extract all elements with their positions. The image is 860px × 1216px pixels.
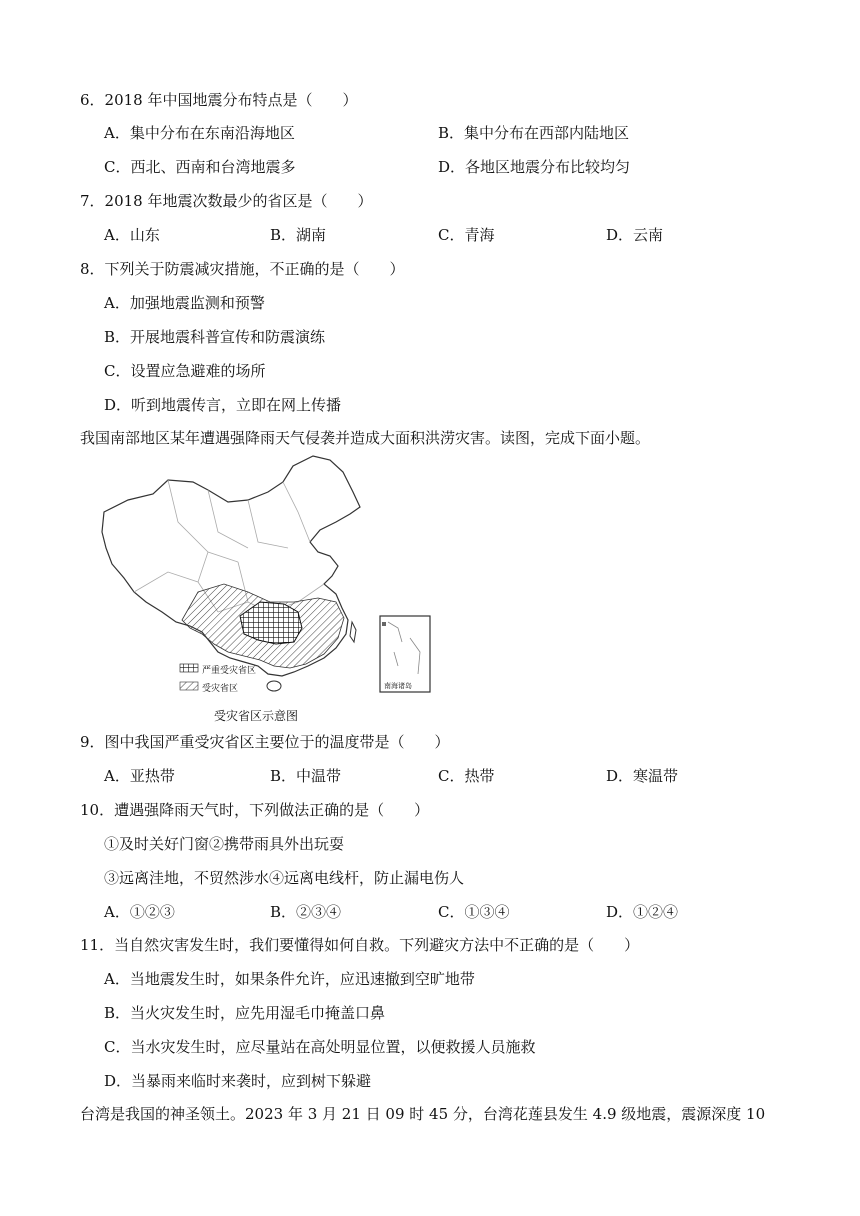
legend-severe-label: 严重受灾省区 bbox=[202, 666, 257, 676]
q10-statement-line-1: ①及时关好门窗②携带雨具外出玩耍 bbox=[104, 835, 345, 853]
q6-option-c[interactable]: C．西北、西南和台湾地震多 bbox=[104, 158, 296, 176]
q9-option-c[interactable]: C．热带 bbox=[438, 767, 495, 785]
legend-affected-swatch bbox=[180, 682, 198, 690]
question-9-stem: 9．图中我国严重受灾省区主要位于的温度带是（ ） bbox=[80, 733, 450, 751]
q9-option-d[interactable]: D．寒温带 bbox=[606, 767, 679, 785]
q6-option-a[interactable]: A．集中分布在东南沿海地区 bbox=[104, 124, 295, 142]
q8-option-a[interactable]: A．加强地震监测和预警 bbox=[104, 294, 265, 312]
q8-option-d[interactable]: D．听到地震传言，立即在网上传播 bbox=[104, 396, 342, 414]
q10-statement-line-2: ③远离洼地，不贸然涉水④远离电线杆，防止漏电伤人 bbox=[104, 869, 465, 887]
question-10-stem: 10．遭遇强降雨天气时，下列做法正确的是（ ） bbox=[80, 801, 430, 819]
q7-option-a[interactable]: A．山东 bbox=[104, 226, 160, 244]
q11-option-b[interactable]: B．当火灾发生时，应先用湿毛巾掩盖口鼻 bbox=[104, 1004, 386, 1022]
question-7-stem: 7．2018 年地震次数最少的省区是（ ） bbox=[80, 192, 373, 210]
q10-option-c[interactable]: C．①③④ bbox=[438, 903, 510, 921]
q10-option-b[interactable]: B．②③④ bbox=[270, 903, 342, 921]
q10-option-d[interactable]: D．①②④ bbox=[606, 903, 679, 921]
legend-severe-swatch bbox=[180, 664, 198, 672]
q8-option-c[interactable]: C．设置应急避难的场所 bbox=[104, 362, 266, 380]
q11-option-c[interactable]: C．当水灾发生时，应尽量站在高处明显位置，以便救援人员施救 bbox=[104, 1038, 536, 1056]
q7-option-b[interactable]: B．湖南 bbox=[270, 226, 327, 244]
map-caption: 受灾省区示意图 bbox=[214, 709, 299, 723]
question-6-stem: 6．2018 年中国地震分布特点是（ ） bbox=[80, 91, 358, 109]
q9-option-b[interactable]: B．中温带 bbox=[270, 767, 342, 785]
q10-option-a[interactable]: A．①②③ bbox=[104, 903, 175, 921]
q6-option-b[interactable]: B．集中分布在西部内陆地区 bbox=[438, 124, 630, 142]
question-11-stem: 11．当自然灾害发生时，我们要懂得如何自救。下列避灾方法中不正确的是（ ） bbox=[80, 936, 640, 954]
legend-affected-label: 受灾省区 bbox=[202, 684, 239, 694]
q7-option-d[interactable]: D．云南 bbox=[606, 226, 664, 244]
q11-option-d[interactable]: D．当暴雨来临时来袭时，应到树下躲避 bbox=[104, 1072, 372, 1090]
q8-option-b[interactable]: B．开展地震科普宣传和防震演练 bbox=[104, 328, 326, 346]
question-8-stem: 8．下列关于防震减灾措施，不正确的是（ ） bbox=[80, 260, 405, 278]
q6-option-d[interactable]: D．各地区地震分布比较均匀 bbox=[438, 158, 631, 176]
disaster-map-figure bbox=[98, 452, 438, 722]
taiwan-intro-text: 台湾是我国的神圣领土。2023 年 3 月 21 日 09 时 45 分，台湾花莲县发生 4.9 级地震，震源深度 10 bbox=[80, 1105, 766, 1123]
q11-option-a[interactable]: A．当地震发生时，如果条件允许，应迅速撤到空旷地带 bbox=[104, 970, 475, 988]
china-map-illustration bbox=[98, 452, 438, 704]
flood-intro-text: 我国南部地区某年遭遇强降雨天气侵袭并造成大面积洪涝灾害。读图，完成下面小题。 bbox=[80, 429, 651, 447]
inset-label: 南海诸岛 bbox=[384, 682, 412, 690]
q7-option-c[interactable]: C．青海 bbox=[438, 226, 495, 244]
q9-option-a[interactable]: A．亚热带 bbox=[104, 767, 175, 785]
